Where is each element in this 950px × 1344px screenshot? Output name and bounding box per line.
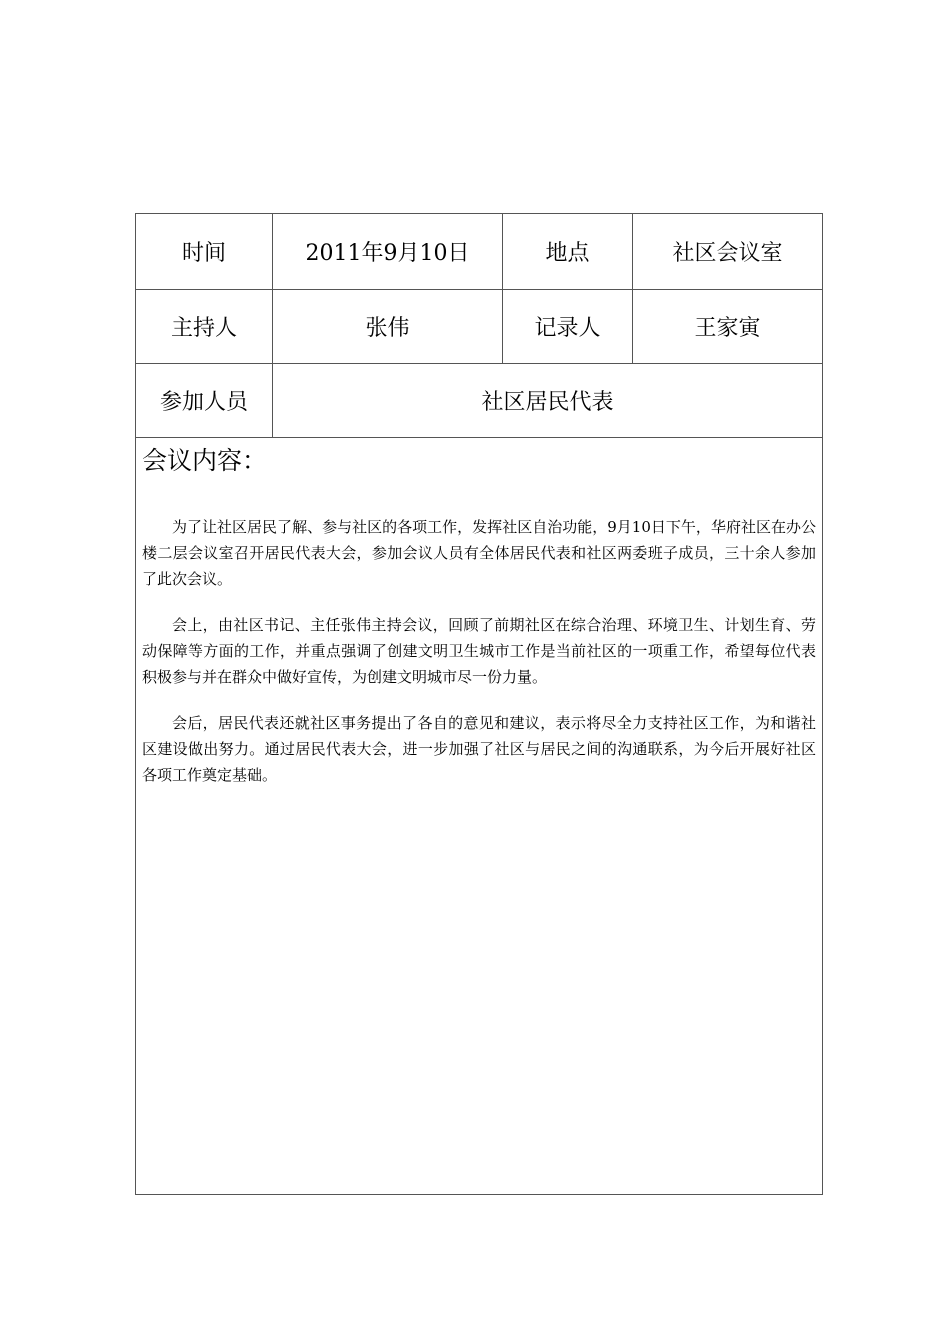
place-value: 社区会议室 — [672, 241, 783, 266]
attendees-value: 社区居民代表 — [481, 390, 614, 415]
content-paragraph: 为了让社区居民了解、参与社区的各项工作，发挥社区自治功能，9月10日下午，华府社区在办公楼二层会议室召开居民代表大会，参加会议人员有全体居民代表和社区两委班子成员，三十余人参加了此次会议。 — [142, 518, 816, 588]
recorder-value: 王家寅 — [694, 316, 761, 341]
meeting-content-section — [136, 438, 822, 788]
table-row — [136, 290, 822, 364]
host-value: 张伟 — [273, 290, 503, 363]
place-label: 地点 — [503, 214, 633, 289]
content-paragraph: 会后，居民代表还就社区事务提出了各自的意见和建议，表示将尽全力支持社区工作，为和谐社区建设做出努力。通过居民代表大会，进一步加强了社区与居民之间的沟通联系，为今后开展好社区各项工作奠定基础。 — [142, 714, 816, 784]
attendees-label: 参加人员 — [136, 364, 273, 437]
content-title: 会议内容： — [142, 446, 268, 475]
time-value: 2011年9月10日 — [273, 214, 503, 289]
recorder-label: 记录人 — [503, 290, 633, 363]
host-label: 主持人 — [136, 290, 273, 363]
table-row — [136, 214, 822, 290]
time-label: 时间 — [136, 214, 273, 289]
table-row — [136, 364, 822, 438]
content-paragraph: 会上，由社区书记、主任张伟主持会议，回顾了前期社区在综合治理、环境卫生、计划生育、劳动保障等方面的工作，并重点强调了创建文明卫生城市工作是当前社区的一项重工作，希望每位代表积极参与并在群众中做好宣传，为创建文明城市尽一份力量。 — [142, 616, 816, 686]
meeting-record-form — [135, 213, 823, 1195]
